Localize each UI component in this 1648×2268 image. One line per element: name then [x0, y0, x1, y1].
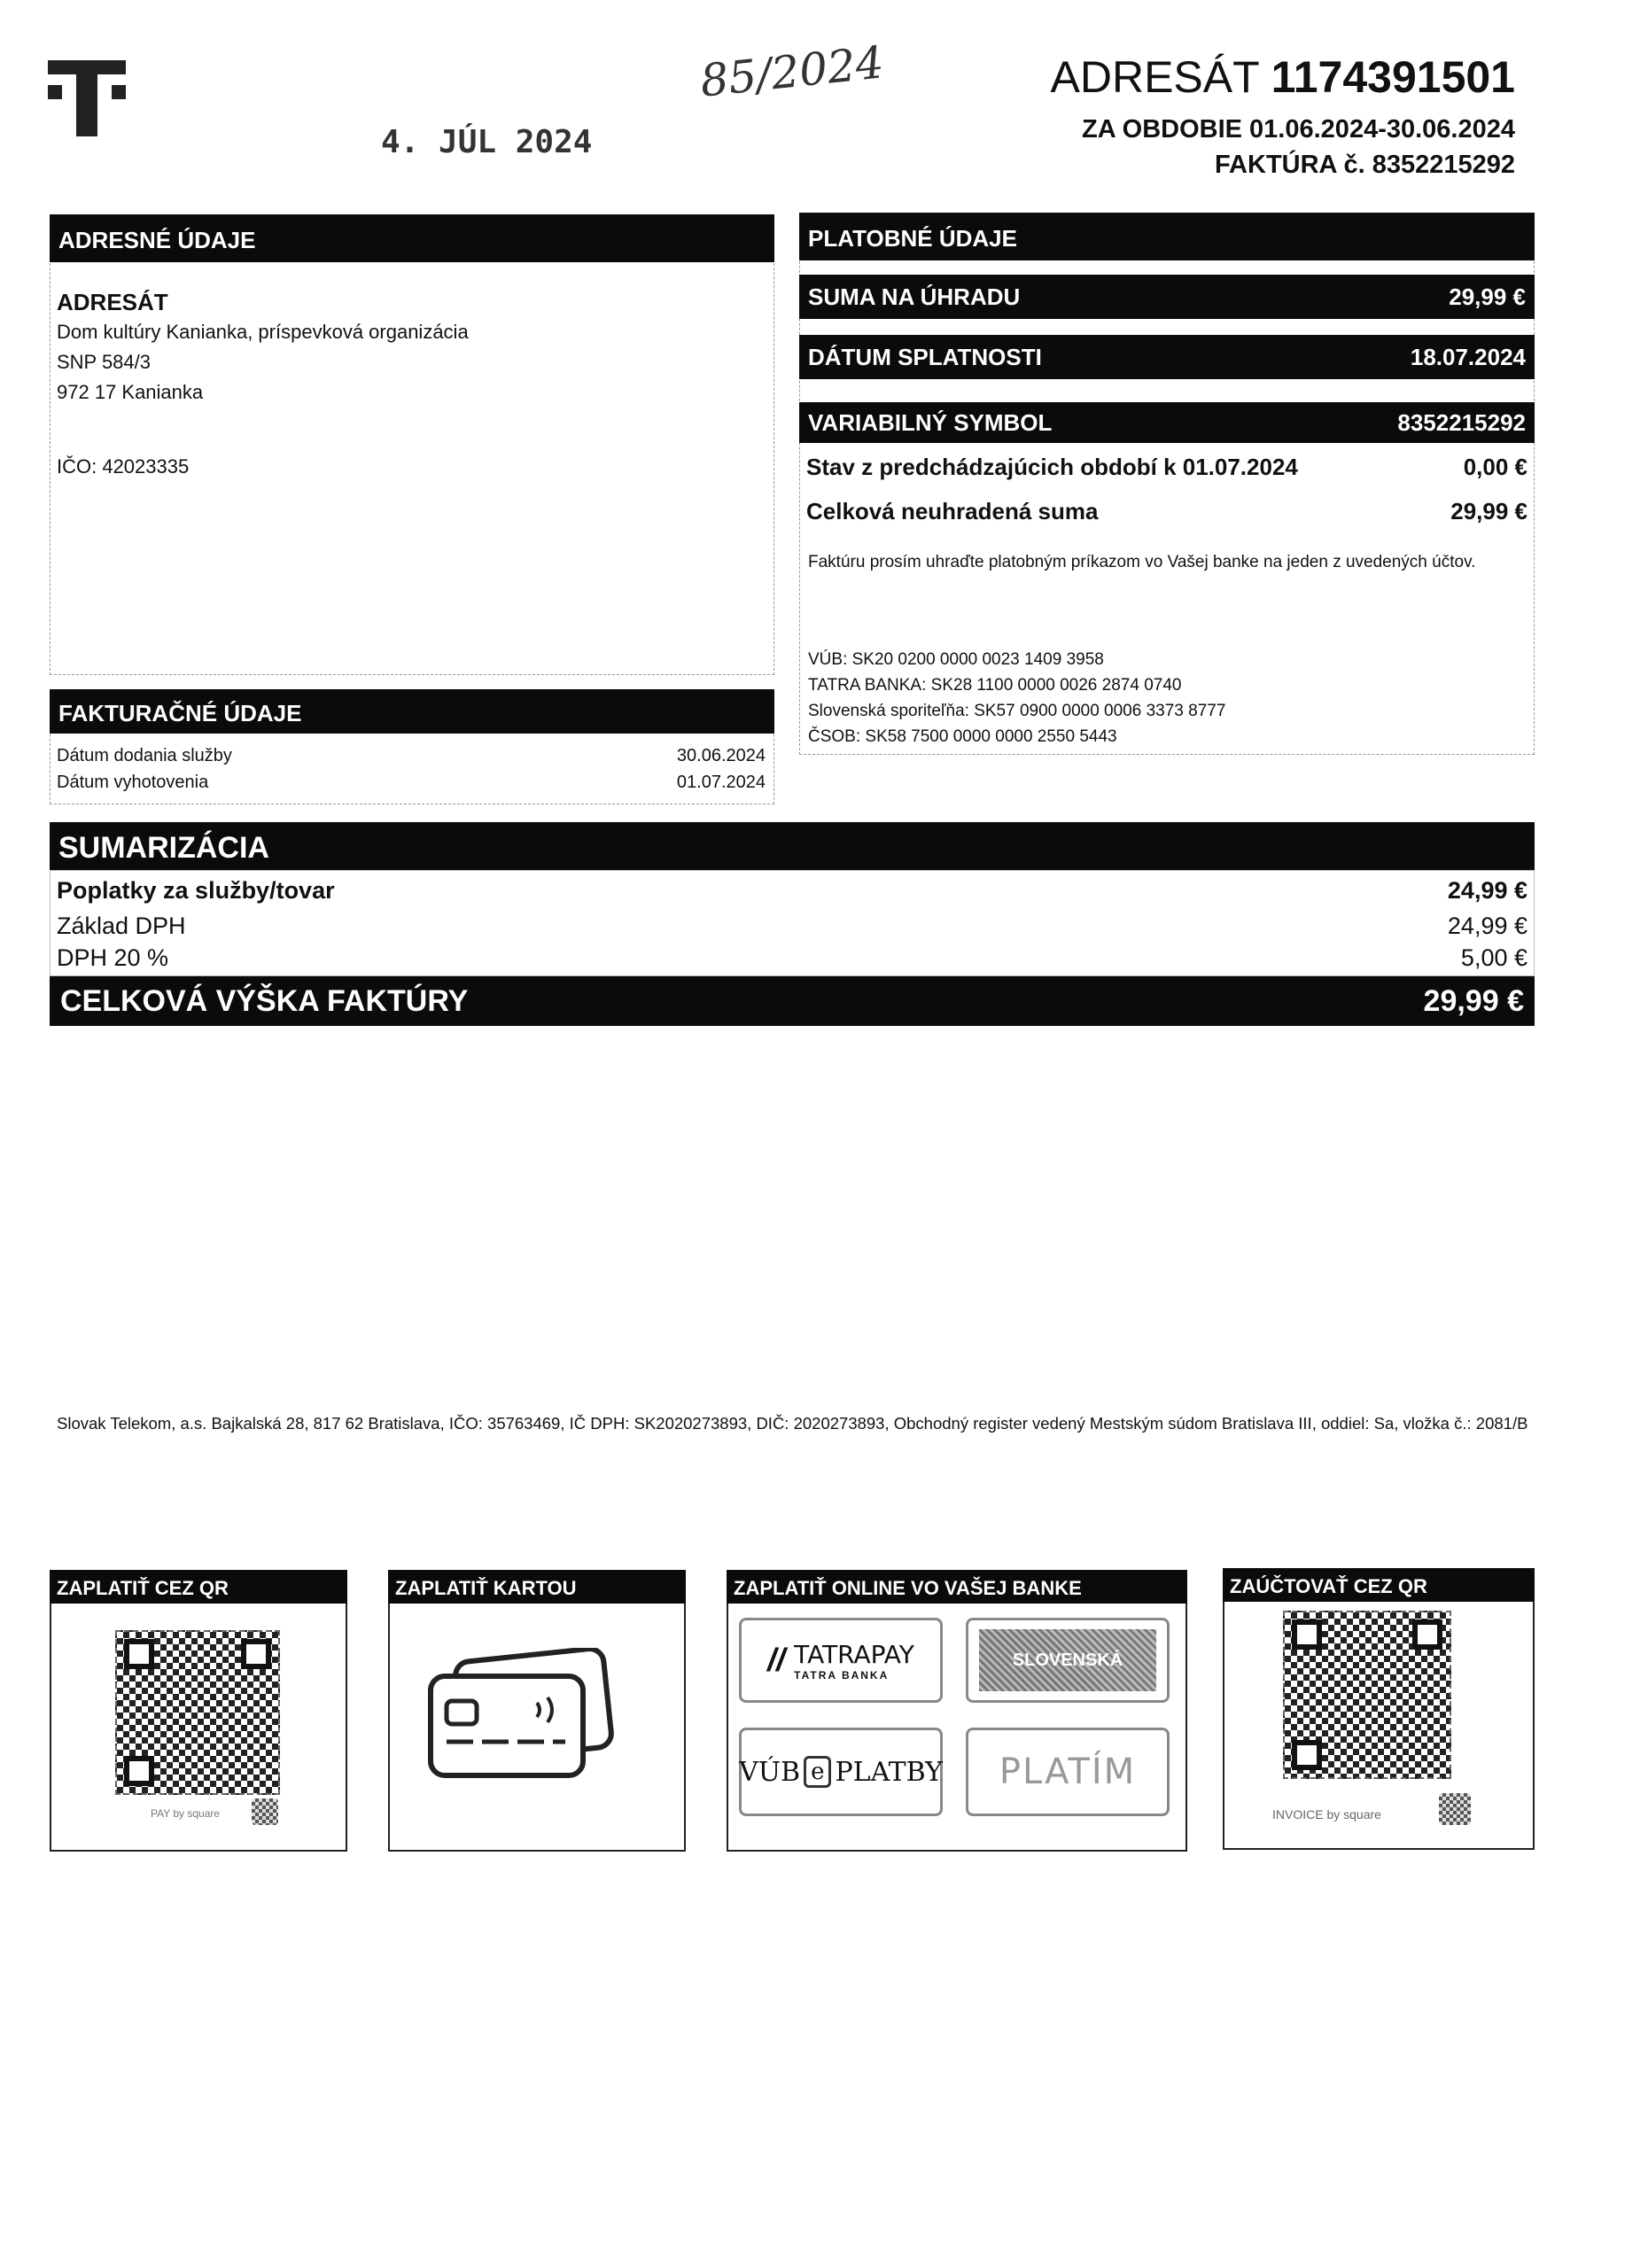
payment-section-title: PLATOBNÉ ÚDAJE: [799, 213, 1535, 260]
addressee-header: [1051, 51, 1516, 103]
handwritten-reference: 85/2024: [697, 36, 887, 107]
address-ico: IČO: 42023335: [57, 455, 190, 478]
qr-finder-icon: [1412, 1619, 1442, 1650]
address-org: Dom kultúry Kanianka, príspevková organizácia: [57, 321, 469, 343]
summary-vat-value: 5,00 €: [1460, 944, 1528, 971]
vub-label: VÚB: [739, 1756, 801, 1788]
previous-balance-value: 0,00 €: [1463, 454, 1528, 480]
bysquare-icon: [1439, 1793, 1471, 1825]
qr-finder-icon: [1292, 1619, 1322, 1650]
bank-accounts: [808, 647, 1225, 750]
addressee-number: 1174391501: [1271, 52, 1515, 102]
qr-finder-icon: [1292, 1740, 1322, 1770]
summary-fees-label: Poplatky za služby/tovar: [57, 877, 335, 904]
summary-vat-label: DPH 20 %: [57, 944, 169, 971]
address-name-heading: ADRESÁT: [57, 289, 168, 315]
bank-account-slsp: Slovenská sporiteľňa: SK57 0900 0000 0006 3373 8777: [808, 702, 1226, 720]
slsp-label: SLOVENSKÁ: [1012, 1650, 1123, 1670]
tatrapay-sublabel: TATRA BANKA: [794, 1668, 890, 1682]
summary-vat-row: [57, 944, 1528, 972]
qr-finder-icon: [124, 1639, 154, 1669]
summary-fees-row: [57, 877, 1528, 905]
pay-card-title: ZAPLATIŤ KARTOU: [388, 1570, 686, 1604]
variable-symbol-label: VARIABILNÝ SYMBOL: [808, 408, 1053, 436]
total-unpaid-row: [806, 498, 1528, 525]
address-city: 972 17 Kanianka: [57, 381, 204, 403]
summary-section-title: SUMARIZÁCIA: [50, 822, 1535, 870]
summary-base-label: Základ DPH: [57, 913, 186, 939]
billing-row-label: Dátum vyhotovenia: [57, 773, 209, 792]
book-qr-caption: INVOICE by square: [1272, 1807, 1381, 1821]
payment-note: Faktúru prosím uhraďte platobným príkazom vo Vašej banke na jeden z uvedených účtov.: [808, 553, 1476, 571]
addressee-label: ADRESÁT: [1050, 52, 1259, 102]
book-qr-title: ZAÚČTOVAŤ CEZ QR: [1223, 1568, 1535, 1602]
summary-base-value: 24,99 €: [1447, 913, 1528, 939]
tatra-slash-icon: //: [767, 1642, 786, 1678]
due-date-value: 18.07.2024: [1410, 343, 1526, 370]
bank-account-vub: VÚB: SK20 0200 0000 0023 1409 3958: [808, 650, 1104, 669]
due-date-label: DÁTUM SPLATNOSTI: [808, 343, 1042, 370]
qr-finder-icon: [124, 1756, 154, 1786]
vub-e-icon: e: [804, 1756, 831, 1788]
pay-qr-code[interactable]: [115, 1630, 280, 1795]
bank-account-csob: ČSOB: SK58 7500 0000 0000 2550 5443: [808, 727, 1117, 746]
pay-qr-title: ZAPLATIŤ CEZ QR: [50, 1570, 347, 1604]
vub-platby-label: PLATBY: [835, 1756, 943, 1788]
amount-due-value: 29,99 €: [1449, 283, 1526, 310]
pay-bank-title: ZAPLATIŤ ONLINE VO VAŠEJ BANKE: [727, 1570, 1187, 1604]
vub-eplatby-button[interactable]: [739, 1728, 943, 1816]
book-qr-code[interactable]: [1283, 1611, 1451, 1779]
tatrapay-label: TATRAPAY: [794, 1639, 914, 1669]
slsp-button[interactable]: [966, 1618, 1170, 1703]
billing-row-value: 01.07.2024: [676, 773, 766, 792]
invoice-total-value: 29,99 €: [1423, 983, 1524, 1018]
amount-due-label: SUMA NA ÚHRADU: [808, 283, 1021, 310]
address-street: SNP 584/3: [57, 351, 152, 373]
billing-row-delivery: [57, 746, 766, 766]
total-unpaid-value: 29,99 €: [1450, 498, 1528, 524]
bank-account-tatra: TATRA BANKA: SK28 1100 0000 0026 2874 0740: [808, 676, 1182, 695]
address-box: [50, 214, 774, 675]
billing-row-issued: [57, 773, 766, 793]
summary-fees-value: 24,99 €: [1447, 877, 1528, 904]
telekom-logo: [46, 53, 128, 142]
invoice-total-label: CELKOVÁ VÝŠKA FAKTÚRY: [60, 983, 469, 1018]
due-date-bar: [799, 335, 1535, 379]
variable-symbol-bar: [799, 402, 1535, 443]
billing-row-value: 30.06.2024: [676, 746, 766, 765]
variable-symbol-value: 8352215292: [1397, 408, 1526, 436]
received-stamp-date: 4. JÚL 2024: [381, 124, 593, 160]
previous-balance-row: [806, 454, 1528, 481]
billing-section-title: FAKTURAČNÉ ÚDAJE: [50, 689, 774, 734]
company-footer: Slovak Telekom, a.s. Bajkalská 28, 817 62 Bratislava, IČO: 35763469, IČ DPH: SK2020273893, DIČ: 2020273893, Obchodný register vedený Mestským súdom Bratislava III, oddiel: Sa, vložka č.: 2081/B: [57, 1414, 1528, 1433]
billing-period: ZA OBDOBIE 01.06.2024-30.06.2024: [1082, 115, 1515, 144]
tatrapay-button[interactable]: [739, 1618, 943, 1703]
pay-qr-caption: PAY by square: [151, 1807, 221, 1820]
amount-due-bar: [799, 275, 1535, 319]
bysquare-icon: [252, 1798, 278, 1825]
telekom-t-icon: [46, 53, 128, 142]
invoice-total-bar: [50, 976, 1535, 1026]
qr-finder-icon: [241, 1639, 271, 1669]
address-section-title: ADRESNÉ ÚDAJE: [50, 214, 774, 262]
invoice-number: FAKTÚRA č. 8352215292: [1214, 151, 1515, 179]
payment-card-icon: [424, 1648, 618, 1785]
slsp-logo: [979, 1629, 1156, 1691]
platim-button[interactable]: [966, 1728, 1170, 1816]
billing-row-label: Dátum dodania služby: [57, 746, 232, 765]
platim-label: PLATÍM: [999, 1751, 1137, 1792]
total-unpaid-label: Celková neuhradená suma: [806, 498, 1099, 524]
summary-base-row: [57, 913, 1528, 940]
previous-balance-label: Stav z predchádzajúcich období k 01.07.2024: [806, 454, 1298, 480]
